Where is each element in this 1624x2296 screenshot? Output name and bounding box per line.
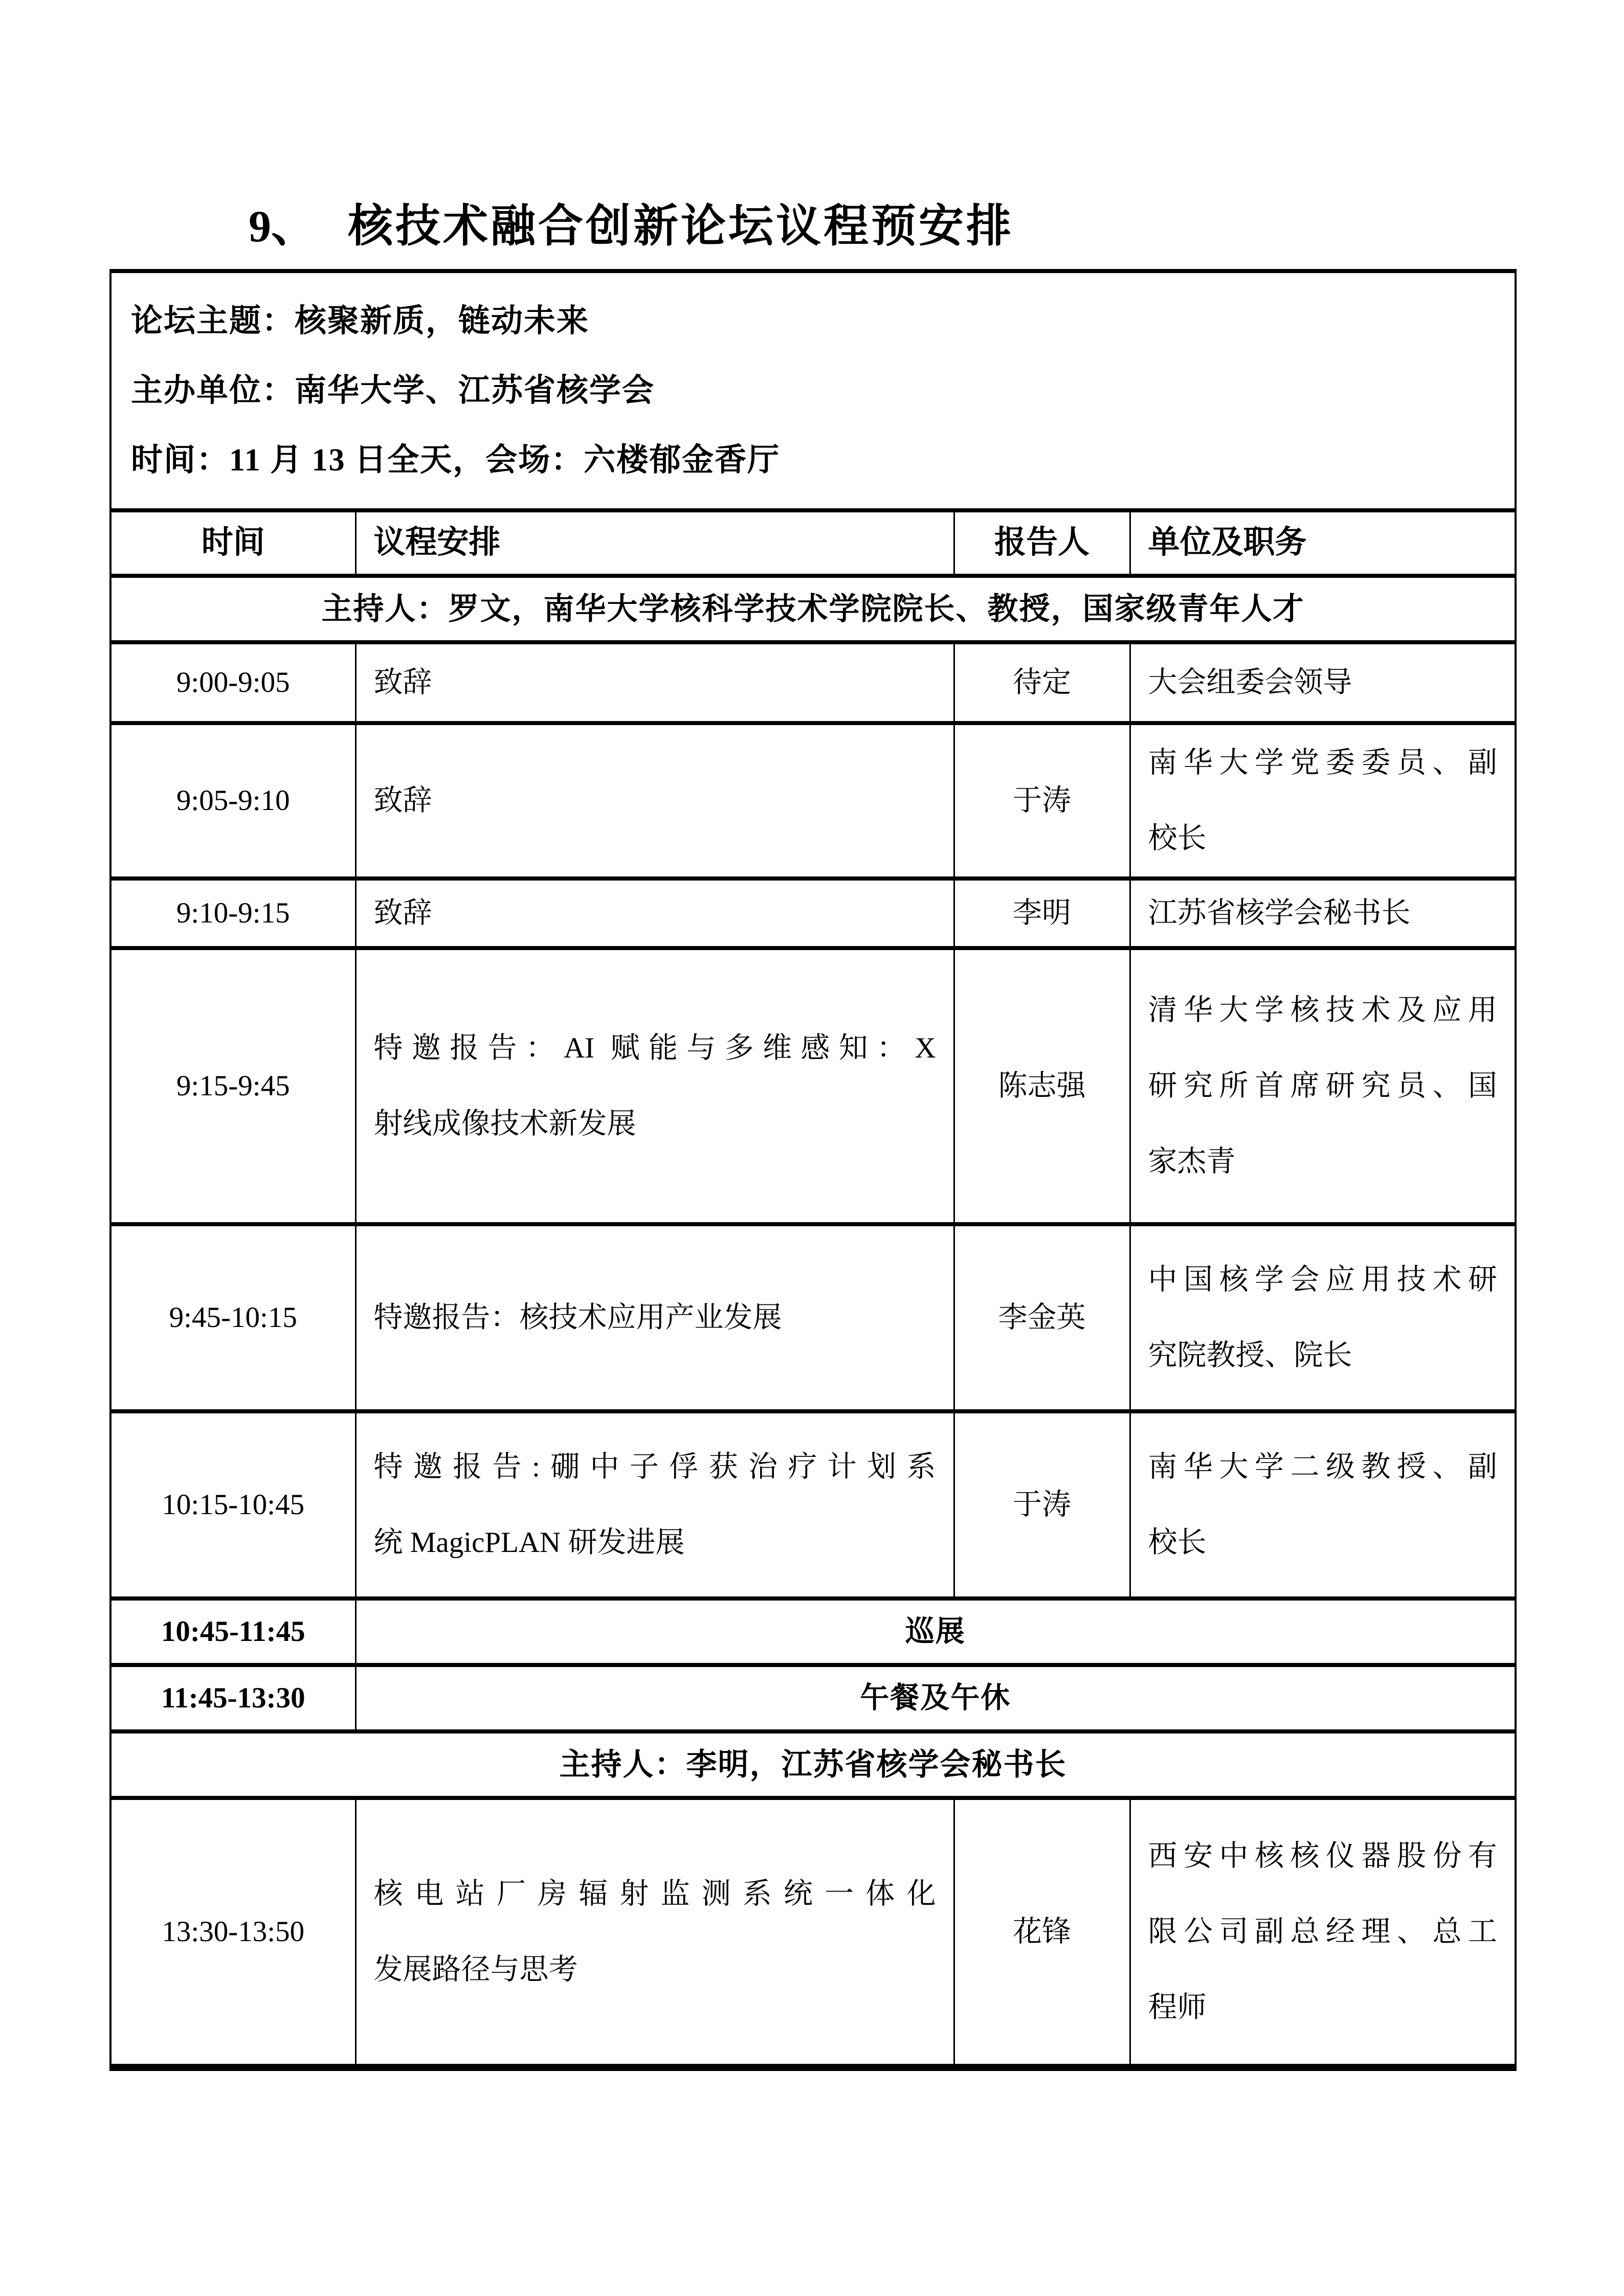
affiliation-cell: 南华大学二级教授、副 校长 <box>1130 1411 1516 1599</box>
time-cell: 9:05-9:10 <box>110 723 355 879</box>
speaker-cell: 李金英 <box>954 1224 1130 1411</box>
title-number: 9、 <box>249 202 317 252</box>
header-cell-affiliation: 单位及职务 <box>1130 510 1516 576</box>
title-text: 核技术融合创新论坛议程预安排 <box>348 202 1014 252</box>
span-text-cell: 午餐及午休 <box>355 1665 1516 1731</box>
time-cell: 13:30-13:50 <box>110 1798 355 2067</box>
session-row <box>110 948 1516 1224</box>
time-cell: 10:15-10:45 <box>110 1411 355 1599</box>
affiliation-cell: 清华大学核技术及应用 研究所首席研究员、国 家杰青 <box>1130 948 1516 1224</box>
time-cell: 9:15-9:45 <box>110 948 355 1224</box>
moderator-text: 主持人：李明，江苏省核学会秘书长 <box>110 1731 1516 1798</box>
speaker-cell: 花锋 <box>954 1798 1130 2067</box>
agenda-cell: 致辞 <box>355 879 954 948</box>
speaker-cell: 李明 <box>954 879 1130 948</box>
session-row <box>110 1798 1516 2067</box>
speaker-cell: 陈志强 <box>954 948 1130 1224</box>
page-title <box>0 0 1624 269</box>
time-cell: 9:10-9:15 <box>110 879 355 948</box>
agenda-cell: 致辞 <box>355 642 954 723</box>
forum-time-venue: 时间：11 月 13 日全天，会场：六楼郁金香厅 <box>131 443 781 478</box>
session-row <box>110 642 1516 723</box>
agenda-cell: 特邀报告:硼中子俘获治疗计划系 统 MagicPLAN 研发进展 <box>355 1411 954 1599</box>
forum-info-row <box>110 271 1516 510</box>
session-row <box>110 723 1516 879</box>
header-cell-agenda: 议程安排 <box>355 510 954 576</box>
lunch-row <box>110 1665 1516 1731</box>
speaker-cell: 于涛 <box>954 1411 1130 1599</box>
affiliation-cell: 江苏省核学会秘书长 <box>1130 879 1516 948</box>
moderator-text: 主持人：罗文，南华大学核科学技术学院院长、教授，国家级青年人才 <box>110 576 1516 642</box>
session-row <box>110 879 1516 948</box>
forum-theme: 论坛主题：核聚新质，链动未来 <box>131 304 590 339</box>
span-text-cell: 巡展 <box>355 1599 1516 1665</box>
agenda-cell: 特邀报告：核技术应用产业发展 <box>355 1224 954 1411</box>
table-header-row <box>110 510 1516 576</box>
exhibition-row <box>110 1599 1516 1665</box>
time-cell: 9:45-10:15 <box>110 1224 355 1411</box>
forum-organizer: 主办单位：南华大学、江苏省核学会 <box>131 373 655 408</box>
speaker-cell: 待定 <box>954 642 1130 723</box>
header-cell-time: 时间 <box>110 510 355 576</box>
affiliation-cell: 中国核学会应用技术研 究院教授、院长 <box>1130 1224 1516 1411</box>
speaker-cell: 于涛 <box>954 723 1130 879</box>
agenda-cell: 核电站厂房辐射监测系统一体化 发展路径与思考 <box>355 1798 954 2067</box>
agenda-cell: 致辞 <box>355 723 954 879</box>
moderator-row <box>110 1731 1516 1798</box>
time-cell: 11:45-13:30 <box>110 1665 355 1731</box>
affiliation-cell: 南华大学党委委员、副 校长 <box>1130 723 1516 879</box>
forum-info-cell <box>110 271 1516 510</box>
agenda-cell: 特邀报告：AI 赋能与多维感知：X 射线成像技术新发展 <box>355 948 954 1224</box>
session-row <box>110 1411 1516 1599</box>
time-cell: 9:00-9:05 <box>110 642 355 723</box>
agenda-table <box>109 269 1517 2071</box>
affiliation-cell: 西安中核核仪器股份有 限公司副总经理、总工 程师 <box>1130 1798 1516 2067</box>
header-cell-speaker: 报告人 <box>954 510 1130 576</box>
affiliation-cell: 大会组委会领导 <box>1130 642 1516 723</box>
time-cell: 10:45-11:45 <box>110 1599 355 1665</box>
moderator-row <box>110 576 1516 642</box>
session-row <box>110 1224 1516 1411</box>
